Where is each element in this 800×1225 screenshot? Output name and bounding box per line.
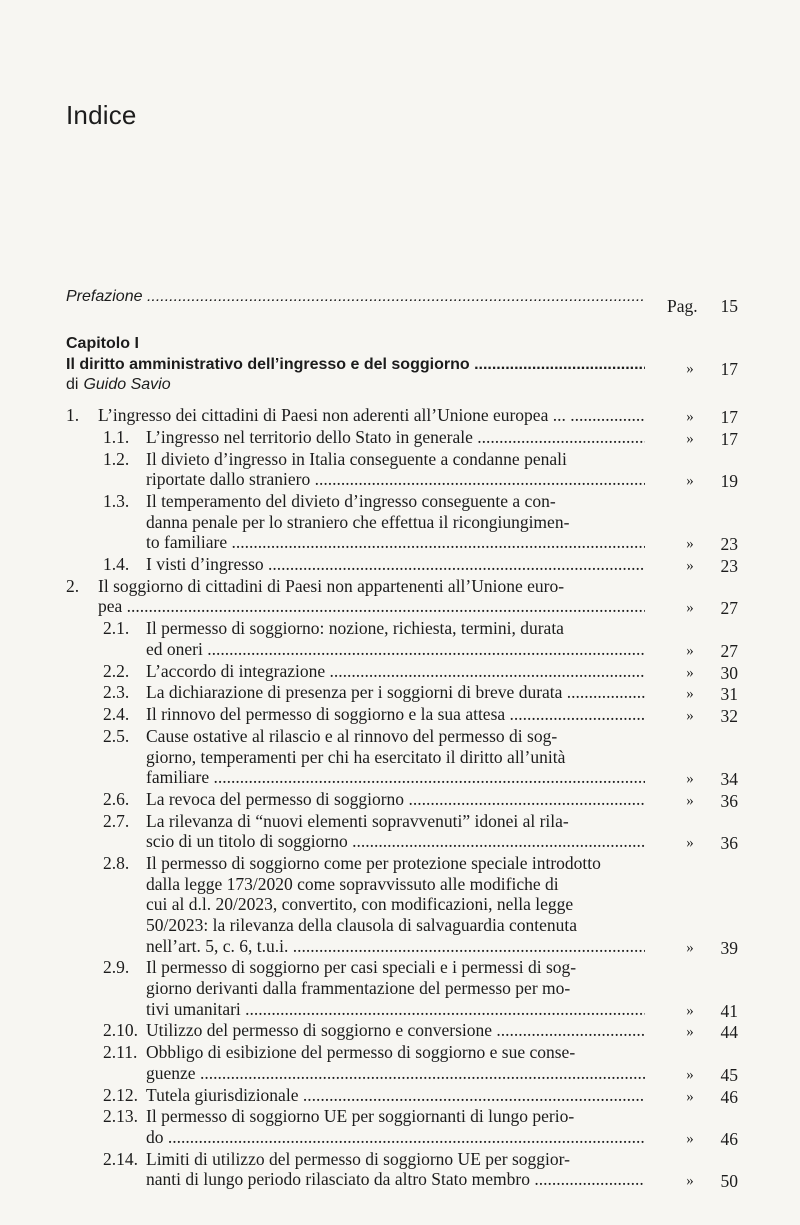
entry-number: 2.5. — [103, 726, 130, 746]
entry-page: 34 — [720, 769, 738, 790]
toc-entry-line — [0, 554, 800, 578]
entry-number: 2.14. — [103, 1148, 138, 1169]
toc-entry-line — [0, 469, 800, 493]
toc-entry-line — [0, 767, 800, 791]
toc-entry-line — [0, 661, 800, 685]
entry-text: guenze ..... — [146, 1063, 645, 1084]
entry-number: 2.2. — [103, 660, 130, 681]
toc-entry-line — [0, 427, 800, 451]
entry-text: familiare ..... — [146, 767, 645, 788]
author-name: Guido Savio — [83, 376, 171, 393]
toc-entry-line — [0, 1169, 800, 1193]
entry-number: 1. — [66, 405, 80, 425]
entry-page: 36 — [720, 833, 738, 854]
entry-page: 23 — [720, 556, 738, 576]
entry-number: 2.1. — [103, 618, 130, 639]
entry-page: 17 — [720, 428, 738, 449]
toc-entry-line — [0, 1020, 800, 1044]
entry-number: 2.10. — [103, 1020, 138, 1041]
entry-text: Il permesso di soggiorno come per protezione speciale introdotto — [146, 853, 601, 874]
entry-text: nell’art. 5, c. 6, t.u.i. ..... — [146, 936, 645, 957]
chapter-author — [66, 376, 466, 400]
toc-entry-line — [0, 596, 800, 620]
ditto-mark: » — [686, 430, 694, 447]
ditto-mark: » — [686, 409, 694, 425]
ditto-mark: » — [686, 1088, 694, 1105]
entry-page: 45 — [720, 1064, 738, 1085]
toc-entry-line — [0, 999, 800, 1023]
ditto-mark: » — [686, 1066, 694, 1083]
entry-text: La revoca del permesso di soggiorno ..... — [146, 789, 645, 810]
toc-entry-line — [0, 405, 800, 429]
preface-label: Prefazione ..... — [66, 288, 645, 306]
toc-entry-line — [0, 532, 800, 556]
entry-text: ed oneri ..... — [146, 639, 645, 660]
entry-number: 2.3. — [103, 682, 130, 703]
entry-page: 46 — [720, 1086, 738, 1107]
entry-text: pea ..... — [98, 596, 645, 617]
entry-number: 2.9. — [103, 957, 130, 978]
entry-number: 1.3. — [103, 491, 130, 511]
entry-page: 27 — [720, 598, 738, 619]
preface-row — [0, 288, 800, 316]
entry-text: Tutela giurisdizionale ..... — [146, 1085, 645, 1106]
entry-page: 44 — [720, 1022, 738, 1043]
ditto-mark: » — [686, 1131, 694, 1147]
chapter-title: Il diritto amministrativo dell’ingresso e del soggiorno ..... — [66, 356, 645, 374]
entry-text: Il temperamento del divieto d’ingresso conseguente a con- — [146, 491, 556, 511]
entry-text: Utilizzo del permesso di soggiorno e conversione ..... — [146, 1020, 645, 1041]
entry-text: danna penale per lo straniero che effettua il ricongiungimen- — [146, 511, 570, 532]
entry-text: giorno derivanti dalla frammentazione del permesso per mo- — [146, 978, 571, 998]
entry-page: 27 — [720, 640, 738, 661]
entry-text: scio di un titolo di soggiorno ..... — [146, 831, 645, 852]
entry-page: 36 — [720, 791, 738, 811]
entry-text: La rilevanza di “nuovi elementi sopravvenuti” idonei al rila- — [146, 810, 569, 831]
entry-page: 41 — [720, 1000, 738, 1021]
ditto-mark: » — [686, 642, 694, 659]
entry-text: Il divieto d’ingresso in Italia conseguente a condanne penali — [146, 448, 567, 469]
entry-text: Il soggiorno di cittadini di Paesi non appartenenti all’Unione euro- — [98, 575, 565, 596]
ditto-mark: » — [686, 664, 694, 681]
entry-text: Obbligo di esibizione del permesso di soggiorno e sue conse- — [146, 1042, 576, 1063]
entry-text: Il permesso di soggiorno per casi speciali e i permessi di sog- — [146, 957, 577, 978]
entry-page: 23 — [720, 534, 738, 555]
entry-text: La dichiarazione di presenza per i soggiorni di breve durata ..... — [146, 682, 645, 703]
entry-page: 46 — [720, 1129, 738, 1149]
toc-entry-line — [0, 1127, 800, 1151]
entry-text: L’ingresso nel territorio dello Stato in generale ..... — [146, 427, 645, 448]
entry-page: 30 — [720, 662, 738, 683]
entry-text: cui al d.l. 20/2023, convertito, con modificazioni, nella legge — [146, 894, 574, 915]
entry-number: 2.12. — [103, 1084, 138, 1105]
ditto-mark: » — [686, 473, 694, 490]
entry-text: I visti d’ingresso ..... — [146, 554, 645, 575]
entry-page: 50 — [720, 1171, 738, 1192]
ditto-mark: » — [686, 1024, 694, 1041]
toc-entry-line — [0, 1063, 800, 1087]
entry-page: 19 — [720, 471, 738, 492]
preface-page: 15 — [720, 296, 738, 316]
ditto-mark: » — [686, 771, 694, 788]
entry-text: nanti di lungo periodo rilasciato da altro Stato membro ..... — [146, 1169, 645, 1190]
entry-text: 50/2023: la rilevanza della clausola di salvaguardia contenuta — [146, 915, 578, 935]
chapter-page: 17 — [720, 359, 738, 379]
entry-text: Cause ostative al rilascio e al rinnovo del permesso di sog- — [146, 726, 558, 746]
entry-page: 32 — [720, 706, 738, 727]
entry-number: 1.2. — [103, 448, 130, 469]
entry-text: L’accordo di integrazione ..... — [146, 661, 645, 682]
toc-entry-line — [0, 682, 800, 706]
author-prefix: di — [66, 376, 79, 393]
ditto-mark: » — [686, 708, 694, 725]
chapter-label: Capitolo I — [66, 335, 139, 352]
ditto-mark: » — [686, 1002, 694, 1019]
ditto-mark: » — [686, 600, 694, 617]
entry-number: 1.1. — [103, 426, 130, 447]
entry-text: Il permesso di soggiorno UE per soggiornanti di lungo perio- — [146, 1106, 575, 1127]
entry-text: giorno, temperamenti per chi ha esercitato il diritto all’unità — [146, 746, 566, 767]
entry-number: 2.8. — [103, 853, 130, 874]
entry-number: 2.13. — [103, 1106, 138, 1127]
entry-text: to familiare ..... — [146, 532, 645, 553]
page-title: Indice — [66, 100, 137, 130]
ditto-mark: » — [686, 793, 694, 809]
entry-text: dalla legge 173/2020 come sopravvissuto alle modifiche di — [146, 873, 559, 894]
toc-entry-line — [0, 936, 800, 960]
entry-number: 2.6. — [103, 789, 130, 809]
entry-number: 2.7. — [103, 810, 130, 831]
entry-number: 1.4. — [103, 554, 130, 574]
ditto-mark: » — [686, 536, 694, 553]
entry-text: Limiti di utilizzo del permesso di soggiorno UE per soggior- — [146, 1148, 570, 1169]
pag-label: Pag. — [667, 296, 698, 316]
ditto-mark: » — [686, 835, 694, 852]
entry-number: 2.4. — [103, 704, 130, 725]
toc-entry-line — [0, 704, 800, 728]
toc-entry-line — [0, 831, 800, 855]
entry-page: 39 — [720, 937, 738, 958]
ditto-mark: » — [686, 939, 694, 956]
entry-number: 2.11. — [103, 1042, 138, 1063]
ditto-mark: » — [686, 686, 694, 703]
entry-text: do ..... — [146, 1127, 645, 1148]
ditto-mark: » — [686, 558, 694, 574]
toc-entry-line — [0, 639, 800, 663]
ditto-mark: » — [686, 361, 694, 377]
entry-text: L’ingresso dei cittadini di Paesi non aderenti all’Unione europea ... ..... — [98, 405, 645, 426]
entry-text: riportate dallo straniero ..... — [146, 469, 645, 490]
entry-page: 17 — [720, 407, 738, 427]
entry-text: Il rinnovo del permesso di soggiorno e la sua attesa ..... — [146, 704, 645, 725]
toc-entry-line — [0, 789, 800, 813]
ditto-mark: » — [686, 1173, 694, 1190]
entry-text: tivi umanitari ..... — [146, 999, 645, 1020]
entry-page: 31 — [720, 684, 738, 705]
entry-text: Il permesso di soggiorno: nozione, richiesta, termini, durata — [146, 618, 564, 639]
toc-entry-line — [0, 1085, 800, 1109]
entry-number: 2. — [66, 575, 80, 596]
